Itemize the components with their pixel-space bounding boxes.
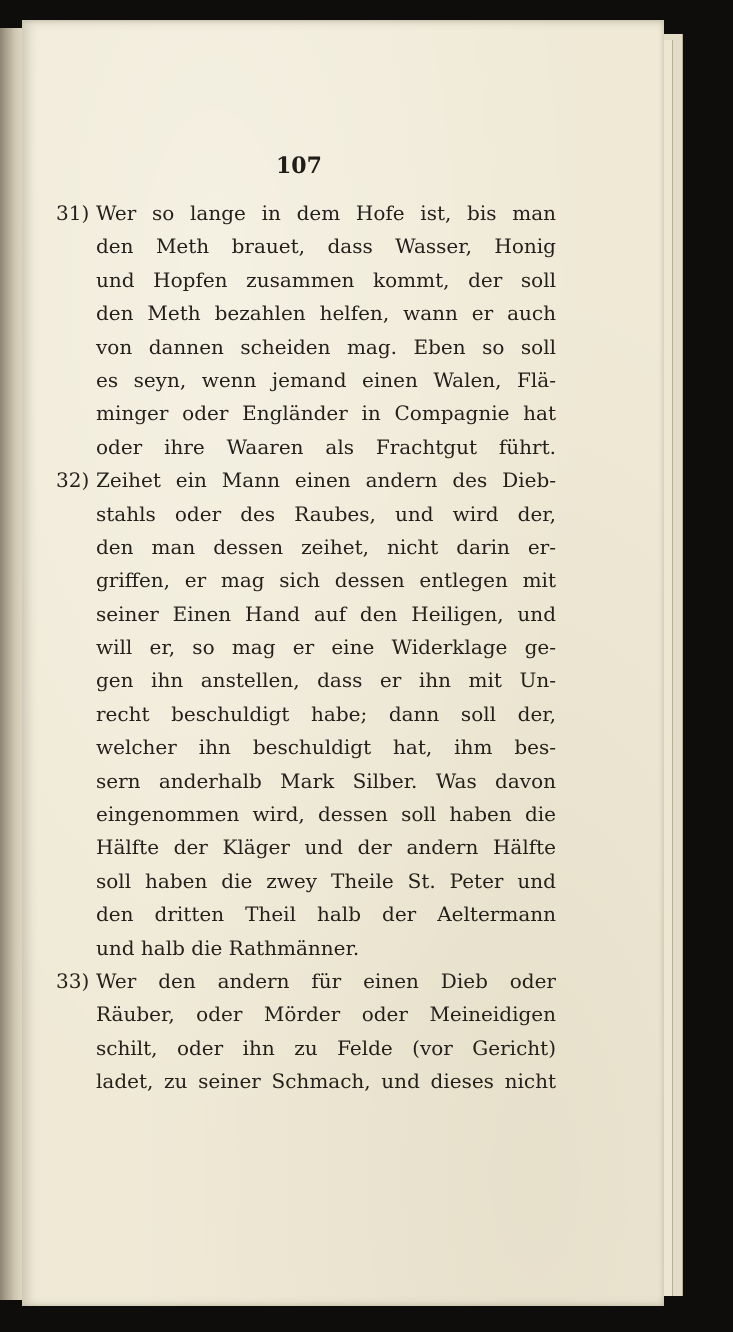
- text-line: und halb die Rathmänner.: [96, 935, 360, 960]
- book-page: [22, 20, 664, 1306]
- text-line: sern anderhalb Mark Silber. Was davon: [96, 768, 556, 793]
- text-line: Räuber, oder Mörder oder Meineidigen: [96, 1002, 556, 1027]
- text-line: und Hopfen zusammen kommt, der soll: [96, 267, 556, 292]
- text-line: es seyn, wenn jemand einen Walen, Flä-: [96, 367, 556, 392]
- text-line: recht beschuldigt habe; dann soll der,: [96, 701, 556, 726]
- text-line: Wer so lange in dem Hofe ist, bis man: [96, 201, 556, 225]
- text-line: Wer den andern für einen Dieb oder: [96, 968, 556, 993]
- text-line: oder ihre Waaren als Frachtgut führt.: [96, 434, 556, 459]
- text-line: minger oder Engländer in Compagnie hat: [96, 401, 556, 426]
- text-line: seiner Einen Hand auf den Heiligen, und: [96, 601, 556, 626]
- text-line: will er, so mag er eine Widerklage ge-: [96, 635, 556, 660]
- entry-number: 31): [56, 201, 90, 225]
- text-line: gen ihn anstellen, dass er ihn mit Un-: [96, 668, 556, 693]
- text-line: den Meth bezahlen helfen, wann er auch: [96, 301, 556, 326]
- paragraph-entry-31: [56, 197, 556, 464]
- text-line: stahls oder des Raubes, und wird der,: [96, 501, 556, 526]
- text-line: Zeihet ein Mann einen andern des Dieb-: [96, 468, 556, 493]
- entry-number: 33): [56, 968, 90, 993]
- text-line: eingenommen wird, dessen soll haben die: [96, 802, 556, 827]
- text-line: den man dessen zeihet, nicht darin er-: [96, 534, 556, 559]
- text-line: den Meth brauet, dass Wasser, Honig: [96, 234, 556, 259]
- text-line: schilt, oder ihn zu Felde (vor Gericht): [96, 1035, 556, 1060]
- text-line: griffen, er mag sich dessen entlegen mit: [96, 568, 556, 593]
- paragraph-entry-33: [56, 965, 556, 1099]
- page-text: [56, 197, 556, 1099]
- text-line: welcher ihn beschuldigt hat, ihm bes-: [96, 735, 556, 760]
- text-line: den dritten Theil halb der Aeltermann: [96, 902, 556, 927]
- text-line: Hälfte der Kläger und der andern Hälfte: [96, 835, 556, 860]
- paragraph-entry-32: [56, 464, 556, 965]
- page-number: 107: [276, 153, 322, 179]
- text-line: ladet, zu seiner Schmach, und dieses nicht: [96, 1069, 556, 1094]
- text-line: soll haben die zwey Theile St. Peter und: [96, 868, 556, 893]
- text-line: von dannen scheiden mag. Eben so soll: [96, 334, 556, 359]
- entry-number: 32): [56, 468, 90, 493]
